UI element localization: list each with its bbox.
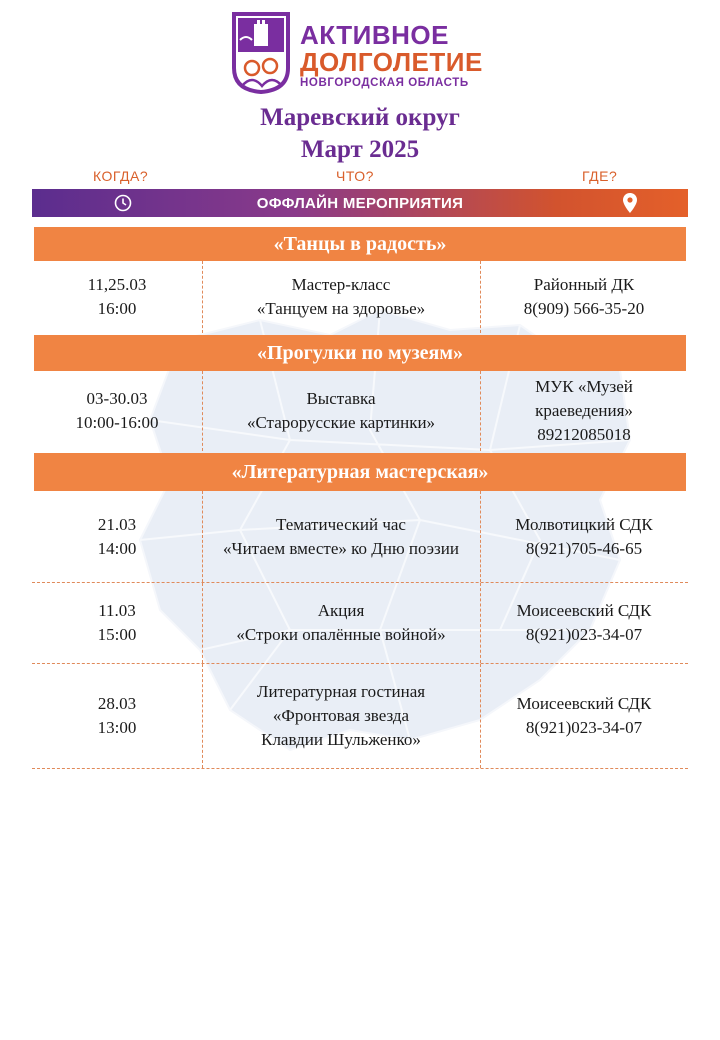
event-date: 11,25.03 bbox=[87, 275, 147, 294]
event-where bbox=[480, 371, 688, 451]
logo-line-1: АКТИВНОЕ bbox=[300, 20, 449, 50]
location-pin-icon bbox=[623, 193, 637, 213]
event-where bbox=[480, 491, 688, 582]
month-title: Март 2025 bbox=[300, 136, 420, 163]
event-row bbox=[32, 491, 688, 582]
event-phone: 8(921)023-34-07 bbox=[525, 625, 643, 644]
logo-line-3: НОВГОРОДСКАЯ ОБЛАСТЬ bbox=[300, 77, 469, 89]
event-phone: 8(909) 566-35-20 bbox=[523, 299, 645, 318]
offline-events-banner bbox=[32, 189, 688, 217]
event-where bbox=[480, 664, 688, 768]
event-type: Мастер-класс bbox=[291, 275, 391, 294]
event-time: 16:00 bbox=[97, 299, 137, 318]
event-when bbox=[32, 583, 202, 663]
clock-icon bbox=[114, 194, 132, 212]
event-row bbox=[32, 261, 688, 333]
event-phone: 8(921)023-34-07 bbox=[525, 718, 643, 737]
logo-line-2: ДОЛГОЛЕТИЕ bbox=[300, 47, 483, 77]
event-place: МУК «Музей bbox=[535, 377, 633, 396]
where-label: ГДЕ? bbox=[582, 168, 618, 184]
event-time: 14:00 bbox=[97, 538, 137, 558]
event-time: 13:00 bbox=[97, 718, 137, 737]
emblem-icon bbox=[230, 10, 292, 94]
event-when bbox=[32, 261, 202, 333]
event-where bbox=[480, 261, 688, 333]
event-place: Моисеевский СДК bbox=[516, 601, 652, 620]
event-place-line-2: краеведения» bbox=[535, 401, 633, 420]
event-name-line-2: Клавдии Шульженко» bbox=[261, 730, 421, 749]
event-place: Моисеевский СДК bbox=[516, 694, 652, 713]
event-type: Литературная гостиная bbox=[256, 682, 426, 701]
event-time: 15:00 bbox=[97, 625, 137, 644]
when-label: КОГДА? bbox=[93, 168, 149, 184]
event-what bbox=[202, 491, 480, 582]
event-row bbox=[32, 371, 688, 451]
event-date: 11.03 bbox=[98, 601, 136, 620]
section-title-dances: «Танцы в радость» bbox=[34, 227, 686, 261]
event-type: Тематический час bbox=[276, 514, 406, 534]
event-phone: 89212085018 bbox=[537, 425, 631, 444]
table-bottom-border bbox=[32, 768, 688, 769]
event-phone: 8(921)705-46-65 bbox=[525, 538, 643, 558]
district-title: Маревский округ bbox=[260, 104, 460, 131]
event-when bbox=[32, 371, 202, 451]
event-when bbox=[32, 491, 202, 582]
event-date: 03-30.03 bbox=[86, 389, 148, 408]
event-date: 21.03 bbox=[97, 514, 137, 534]
event-row bbox=[32, 664, 688, 768]
event-where bbox=[480, 583, 688, 663]
event-type: Выставка bbox=[306, 389, 376, 408]
event-place: Молвотицкий СДК bbox=[515, 514, 653, 534]
what-label: ЧТО? bbox=[336, 168, 374, 184]
event-time: 10:00-16:00 bbox=[75, 413, 159, 432]
logo bbox=[230, 10, 500, 94]
event-name: «Фронтовая звезда bbox=[272, 706, 410, 725]
event-what bbox=[202, 664, 480, 768]
section-title-museums: «Прогулки по музеям» bbox=[34, 335, 686, 371]
event-date: 28.03 bbox=[97, 694, 137, 713]
event-what bbox=[202, 371, 480, 451]
event-name: «Строки опалённые войной» bbox=[236, 625, 446, 644]
event-place: Районный ДК bbox=[533, 275, 635, 294]
banner-label: ОФФЛАЙН МЕРОПРИЯТИЯ bbox=[256, 194, 464, 212]
event-type: Акция bbox=[317, 601, 365, 620]
event-name: «Читаем вместе» ко Дню поэзии bbox=[223, 538, 459, 558]
event-row bbox=[32, 583, 688, 663]
section-title-literary: «Литературная мастерская» bbox=[34, 453, 686, 491]
event-name: «Танцуем на здоровье» bbox=[256, 299, 426, 318]
event-what bbox=[202, 583, 480, 663]
event-what bbox=[202, 261, 480, 333]
event-name: «Старорусские картинки» bbox=[246, 413, 436, 432]
event-when bbox=[32, 664, 202, 768]
